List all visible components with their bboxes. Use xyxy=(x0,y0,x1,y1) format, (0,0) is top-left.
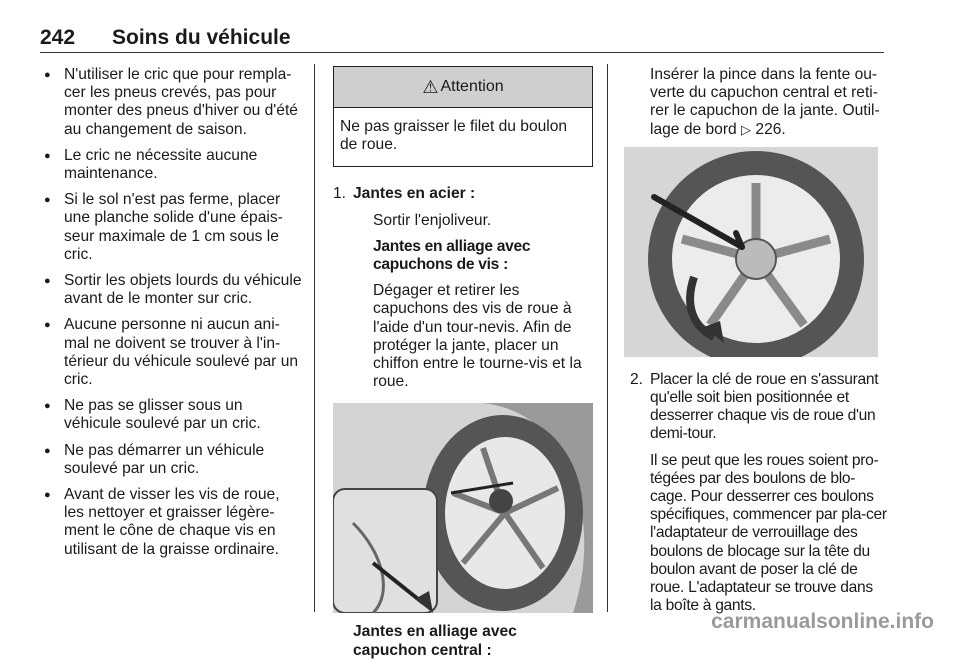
list-item: ● Le cric ne nécessite aucune maintenance. xyxy=(40,147,302,183)
step-number: 1. xyxy=(333,185,347,203)
alloy-caps-title: Jantes en alliage avec capuchons de vis : xyxy=(373,237,531,274)
alloy-caps-text: Dégager et retirer les capuchons des vis de roue à l'aide d'un tour-nevis. Afin de protéger la jante, placer un chiffon entre le tourne-vis et la roue. xyxy=(373,282,582,391)
list-item: ● Ne pas démarrer un véhicule soulevé par un cric. xyxy=(40,442,302,478)
screwdriver-wheel-image xyxy=(333,403,593,613)
alloy-central-title: Jantes en alliage avec capuchon central : xyxy=(353,623,517,659)
step-2-text: Placer la clé de roue en s'assurant qu'elle soit bien positionnée et desserrer chaque vis de roue d'un demi-tour. xyxy=(650,370,879,443)
list-item: ● Aucune personne ni aucun ani-mal ne doivent se trouver à l'in-térieur du véhicule soulevé par un cric. xyxy=(40,316,302,389)
watermark: carmanualsonline.info xyxy=(711,610,934,633)
list-item: ● Ne pas se glisser sous un véhicule soulevé par un cric. xyxy=(40,397,302,433)
screwdriver-illustration xyxy=(333,403,593,613)
column-divider-2 xyxy=(607,64,608,612)
page-header xyxy=(40,26,291,50)
step-1-title: Jantes en acier : xyxy=(353,185,476,203)
list-item: ● Si le sol n'est pas ferme, placer une planche solide d'une épais-seur maximale de 1 cm sous le cric. xyxy=(40,191,302,264)
intro-reference: 226. xyxy=(755,120,786,138)
warning-triangle-icon: ⚠ xyxy=(422,76,439,97)
safety-bullet-list xyxy=(40,66,302,559)
step-number: 2. xyxy=(630,370,644,388)
warning-box xyxy=(333,66,593,167)
column-divider-1 xyxy=(314,64,315,612)
page-number: 242 xyxy=(40,26,76,49)
step-2-note: Il se peut que les roues soient pro-tégées par des boulons de blo-cage. Pour desserrer ces boulons spécifiques, commencer par pla-cer l'adaptateur de verrouillage des boulons de blocage sur la tête du boulon avant de poser la clé de roue. L'adaptateur se trouve dans la boîte à gants. xyxy=(650,451,887,615)
step-1-text: Sortir l'enjoliveur. xyxy=(373,211,492,229)
warning-text: Ne pas graisser le filet du boulon de roue. xyxy=(340,118,568,154)
wheel-wrench-image xyxy=(624,147,878,357)
warning-title: Attention xyxy=(440,77,504,95)
column-1 xyxy=(40,66,302,567)
column-3 xyxy=(630,66,888,623)
column-2 xyxy=(333,66,593,668)
step-2 xyxy=(630,371,888,624)
list-item: ● Avant de visser les vis de roue, les nettoyer et graisser légère-ment le cône de chaque vis en utilisant de la graisse ordinaire. xyxy=(40,486,302,559)
header-rule xyxy=(40,52,884,53)
wheel-wrench-illustration xyxy=(624,147,878,357)
intro-paragraph xyxy=(630,66,888,139)
intro-text: Insérer la pince dans la fente ou-verte du capuchon central et reti-rer le capuchon de la jante. Outil-lage de bord xyxy=(650,66,880,138)
step-1 xyxy=(333,185,593,399)
list-item: ● Sortir les objets lourds du véhicule avant de le monter sur cric. xyxy=(40,272,302,308)
list-item: ● N'utiliser le cric que pour rempla-cer les pneus crevés, pas pour monter des pneus d'hiver ou d'été au changement de saison. xyxy=(40,66,302,139)
page-title: Soins du véhicule xyxy=(112,26,291,49)
warning-header xyxy=(334,67,592,108)
page-reference-icon: ▷ xyxy=(741,121,752,137)
